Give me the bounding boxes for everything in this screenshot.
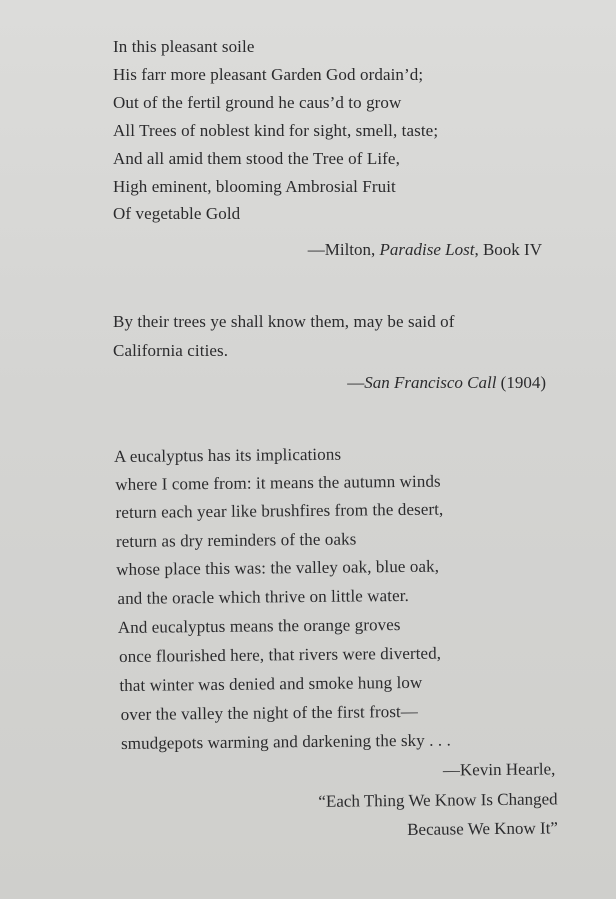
prose-line: By their trees ye shall know them, may be said of bbox=[113, 312, 455, 331]
prose-line: California cities. bbox=[113, 341, 229, 360]
poem-line: Of vegetable Gold bbox=[113, 204, 241, 223]
poem-line: In this pleasant soile bbox=[113, 37, 255, 56]
poem-line: whose place this was: the valley oak, blue oak, bbox=[116, 556, 440, 579]
poem-line: once flourished here, that rivers were diverted, bbox=[119, 643, 442, 666]
poem-line: over the valley the night of the first frost— bbox=[120, 701, 419, 724]
poem-line: return as dry reminders of the oaks bbox=[115, 529, 357, 551]
poem-line: smudgepots warming and darkening the sky . . . bbox=[120, 730, 452, 753]
attribution-title-line2: Because We Know It” bbox=[407, 818, 559, 839]
poem-line: that winter was denied and smoke hung low bbox=[119, 672, 423, 695]
poem-line: and the oracle which thrive on little water. bbox=[117, 585, 410, 608]
poem-line: Out of the fertil ground he caus’d to grow bbox=[113, 93, 402, 112]
attribution-title-line1: “Each Thing We Know Is Changed bbox=[318, 789, 558, 811]
poem-line: A eucalyptus has its implications bbox=[113, 444, 342, 467]
poem-line: And eucalyptus means the orange groves bbox=[117, 615, 401, 637]
poem-line: return each year like brushfires from the desert, bbox=[115, 499, 444, 522]
poem-line: High eminent, blooming Ambrosial Fruit bbox=[113, 177, 396, 196]
poem-line: And all amid them stood the Tree of Life, bbox=[113, 149, 400, 168]
poem-line: All Trees of noblest kind for sight, smell, taste; bbox=[113, 121, 439, 140]
poem-line: His farr more pleasant Garden God ordain’d; bbox=[113, 65, 424, 84]
attribution-milton: —Milton, Paradise Lost, Book IV bbox=[307, 240, 542, 259]
poem-line: where I come from: it means the autumn winds bbox=[115, 471, 441, 494]
attribution-sf-call: —San Francisco Call (1904) bbox=[347, 373, 546, 392]
attribution-author: —Kevin Hearle, bbox=[442, 759, 556, 780]
